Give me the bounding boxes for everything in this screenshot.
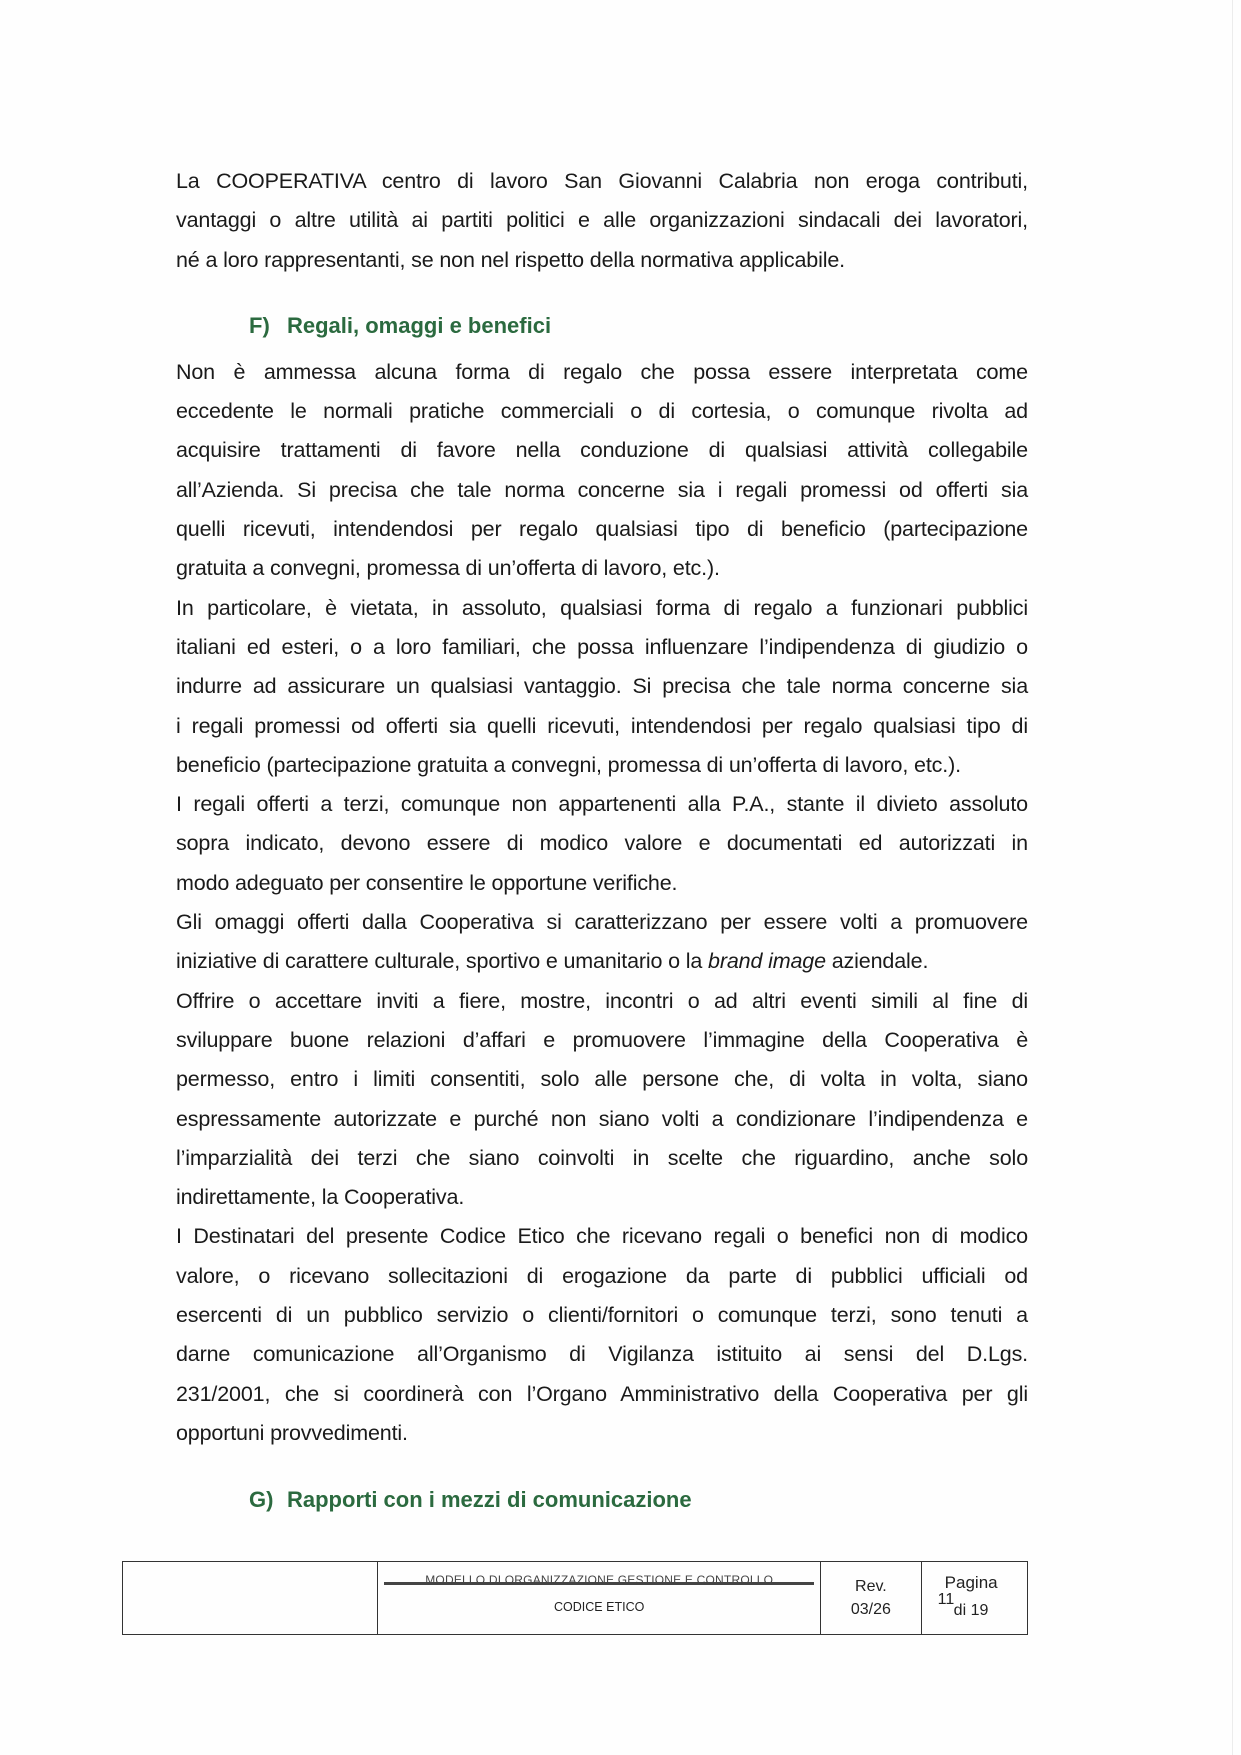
page-label: Pagina [944, 1573, 998, 1592]
text-line [176, 942, 1028, 981]
text-line: gratuita a convegni, promessa di un’offerta di lavoro, etc.). [176, 556, 720, 581]
text-line: esercenti di un pubblico servizio o clienti/fornitori o comunque terzi, sono tenuti a [176, 1303, 1028, 1328]
section-letter: F) [249, 312, 270, 338]
text-line: modo adeguato per consentire le opportune verifiche. [176, 870, 678, 895]
text-fragment: iniziative di carattere culturale, sportivo e umanitario o la [176, 949, 709, 974]
text-line: beneficio (partecipazione gratuita a convegni, promessa di un’offerta di lavoro, etc.). [176, 752, 961, 777]
text-line: l’imparzialità dei terzi che siano coinvolti in scelte che riguardino, anche solo [176, 1145, 1028, 1170]
footer-page-cell [921, 1562, 1027, 1635]
section-title: Regali, omaggi e benefici [287, 312, 552, 338]
text-line: La COOPERATIVA centro di lavoro San Giovanni Calabria non eroga contributi, [176, 169, 1028, 193]
page-footer-table [122, 1561, 1028, 1635]
page-total: di 19 [953, 1602, 989, 1619]
paragraph-invitations [176, 982, 1028, 1218]
model-title: MODELLO DI ORGANIZZAZIONE GESTIONE E CONTROLLO [425, 1572, 774, 1587]
text-line: I regali offerti a terzi, comunque non appartenenti alla P.A., stante il divieto assoluto [176, 792, 1028, 817]
paragraph-third-party-gifts [176, 785, 1028, 903]
scan-edge [1232, 0, 1233, 1755]
page-number: 11 [937, 1591, 955, 1608]
text-line: acquisire trattamenti di favore nella conduzione di qualsiasi attività collegabile [176, 438, 1028, 463]
paragraph-gifts-general [176, 353, 1028, 589]
text-line: sviluppare buone relazioni d’affari e promuovere l’immagine della Cooperativa è [176, 1027, 1028, 1052]
text-line: I Destinatari del presente Codice Etico che ricevano regali o benefici non di modico [176, 1224, 1028, 1249]
text-fragment: aziendale. [825, 949, 929, 974]
text-line: Gli omaggi offerti dalla Cooperativa si caratterizzano per essere volti a promuovere [176, 910, 1028, 935]
text-line: opportuni provvedimenti. [176, 1420, 408, 1445]
section-heading-g [176, 1487, 1028, 1513]
section-title: Rapporti con i mezzi di comunicazione [287, 1487, 692, 1513]
text-line: darne comunicazione all’Organismo di Vigilanza istituito ai sensi del D.Lgs. [176, 1342, 1028, 1367]
paragraph-reporting-obligation [176, 1217, 1028, 1453]
section-heading-f [176, 313, 1028, 339]
text-line: vantaggi o altre utilità ai partiti politici e alle organizzazioni sindacali dei lavoratori, [176, 208, 1028, 233]
text-line: indurre ad assicurare un qualsiasi vantaggio. Si precisa che tale norma concerne sia [176, 674, 1028, 699]
text-line: espressamente autorizzate e purché non siano volti a condizionare l’indipendenza e [176, 1106, 1028, 1131]
footer-revision-cell [821, 1562, 922, 1635]
page-content [176, 162, 1028, 1513]
footer-title-cell [378, 1562, 821, 1635]
text-line: sopra indicato, devono essere di modico valore e documentati ed autorizzati in [176, 831, 1028, 856]
paragraph-cooperative-gifts [176, 903, 1028, 982]
document-name: CODICE ETICO [554, 1599, 645, 1614]
paragraph-public-officials [176, 589, 1028, 785]
revision-label: Rev. [855, 1578, 887, 1595]
text-line: né a loro rappresentanti, se non nel rispetto della normativa applicabile. [176, 247, 845, 272]
revision-value: 03/26 [850, 1601, 891, 1618]
text-line: eccedente le normali pratiche commerciali o di cortesia, o comunque rivolta ad [176, 399, 1028, 424]
section-letter: G) [249, 1487, 274, 1513]
text-line: indirettamente, la Cooperativa. [176, 1185, 465, 1210]
text-line: 231/2001, che si coordinerà con l’Organo Amministrativo della Cooperativa per gli [176, 1381, 1028, 1406]
text-line: Offrire o accettare inviti a fiere, mostre, incontri o ad altri eventi simili al fine di [176, 988, 1028, 1013]
intro-paragraph [176, 162, 1028, 280]
text-line: all’Azienda. Si precisa che tale norma concerne sia i regali promessi od offerti sia [176, 477, 1028, 502]
text-line: valore, o ricevano sollecitazioni di erogazione da parte di pubblici ufficiali od [176, 1263, 1028, 1288]
text-line: Non è ammessa alcuna forma di regalo che possa essere interpretata come [176, 359, 1028, 384]
text-line: permesso, entro i limiti consentiti, solo alle persone che, di volta in volta, siano [176, 1067, 1028, 1092]
text-line: quelli ricevuti, intendendosi per regalo qualsiasi tipo di beneficio (partecipazione [176, 517, 1028, 542]
footer-logo-cell [123, 1562, 378, 1635]
text-line: In particolare, è vietata, in assoluto, qualsiasi forma di regalo a funzionari pubblici [176, 595, 1028, 620]
text-line: italiani ed esteri, o a loro familiari, che possa influenzare l’indipendenza di giudizio o [176, 634, 1028, 659]
italic-term: brand image [708, 949, 826, 974]
text-line: i regali promessi od offerti sia quelli ricevuti, intendendosi per regalo qualsiasi tipo di [176, 713, 1028, 738]
